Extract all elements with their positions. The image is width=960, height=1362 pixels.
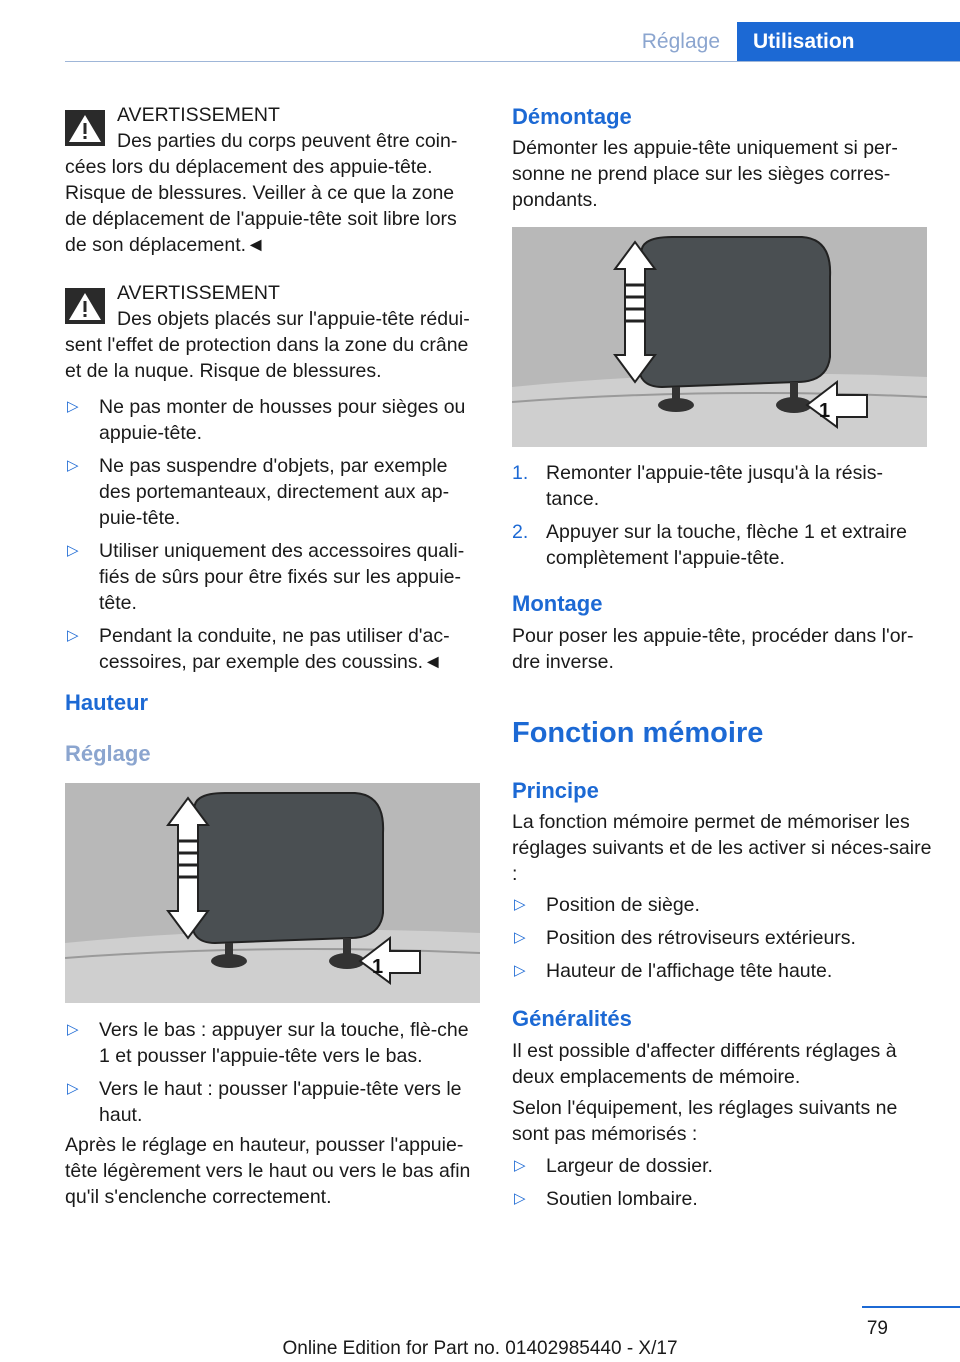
heading-generalites: Généralités (512, 1006, 632, 1031)
warning-title: AVERTISSEMENT (117, 104, 280, 126)
list-item: ▷ Vers le haut : pousser l'appuie-tête vers le haut. (67, 1078, 462, 1126)
warning-block-1 (65, 102, 480, 258)
tab-reglage[interactable] (622, 22, 738, 62)
list-item: ▷ Utiliser uniquement des accessoires quali-fiés de sûrs pour être fixés sur les appuie-tête. (67, 540, 465, 614)
page-number: 79 (866, 1318, 888, 1339)
triangle-bullet-icon: ▷ (67, 627, 79, 644)
triangle-bullet-icon: ▷ (514, 929, 526, 946)
warning-bullet-list (65, 394, 480, 682)
steps-list (512, 460, 932, 578)
generalites-bullet-list (512, 1153, 932, 1219)
list-item: ▷ Pendant la conduite, ne pas utiliser d'ac-cessoires, par exemple des coussins.◄ (67, 625, 450, 673)
tab-reglage-label: Réglage (641, 30, 720, 53)
montage-text: Pour poser les appuie-tête, procéder dans l'or-dre inverse. (512, 625, 914, 673)
warning-title: AVERTISSEMENT (117, 282, 280, 304)
headrest-removal-illustration (512, 227, 927, 447)
triangle-bullet-icon: ▷ (67, 1021, 79, 1038)
figure-label: 1 (819, 400, 831, 422)
triangle-bullet-icon: ▷ (67, 1080, 79, 1097)
generalites-text-2: Selon l'équipement, les réglages suivants ne sont pas mémorisés : (512, 1097, 898, 1145)
triangle-bullet-icon: ▷ (514, 1190, 526, 1207)
demontage-text: Démonter les appuie-tête uniquement si per-sonne ne prend place sur les sièges corres-pondants. (512, 137, 898, 211)
list-item: ▷ Soutien lombaire. (514, 1188, 698, 1210)
heading-fonction-memoire: Fonction mémoire (512, 717, 764, 749)
triangle-bullet-icon: ▷ (67, 542, 79, 559)
list-item: ▷ Ne pas monter de housses pour sièges ou appuie-tête. (67, 396, 466, 444)
tab-utilisation[interactable] (737, 22, 960, 62)
list-item: ▷ Hauteur de l'affichage tête haute. (514, 960, 833, 982)
triangle-bullet-icon: ▷ (514, 896, 526, 913)
principe-text: La fonction mémoire permet de mémoriser les réglages suivants et de les activer si néces-saire : (512, 811, 932, 885)
generalites-text-1: Il est possible d'affecter différents réglages à deux emplacements de mémoire. (512, 1040, 897, 1088)
adjust-bullet-list (65, 1017, 480, 1135)
heading-montage: Montage (512, 591, 603, 616)
header-divider (65, 61, 960, 62)
tab-utilisation-label: Utilisation (753, 30, 855, 53)
warning-text: Des objets placés sur l'appuie-tête rédui-sent l'effet de protection dans la zone du crâne et de la nuque. Risque de blessures. (65, 308, 470, 382)
principe-bullet-list (512, 892, 932, 991)
list-item: ▷ Position des rétroviseurs extérieurs. (514, 927, 856, 949)
warning-block-2 (65, 280, 480, 384)
triangle-bullet-icon: ▷ (67, 457, 79, 474)
warning-text: Des parties du corps peuvent être coin-cées lors du déplacement des appuie-tête. Risque de blessures. Veiller à ce que la zone de déplacement de l'appuie-tête soit libre lors de son déplacement.◄ (65, 130, 458, 256)
heading-demontage: Démontage (512, 104, 632, 129)
list-item: ▷ Largeur de dossier. (514, 1155, 713, 1177)
list-item: ▷ Vers le bas : appuyer sur la touche, flè-che 1 et pousser l'appuie-tête vers le bas. (67, 1019, 469, 1067)
heading-reglage: Réglage (65, 741, 151, 766)
list-item: ▷ Ne pas suspendre d'objets, par exemple des portemanteaux, directement aux ap-puie-tête. (67, 455, 450, 529)
warning-triangle-icon (65, 110, 105, 146)
heading-principe: Principe (512, 778, 599, 803)
footer-divider (862, 1306, 960, 1308)
list-item: 2. Appuyer sur la touche, flèche 1 et extraire complètement l'appuie-tête. (512, 521, 907, 569)
triangle-bullet-icon: ▷ (514, 962, 526, 979)
figure-label: 1 (372, 956, 384, 978)
footer-edition: Online Edition for Part no. 01402985440 - X/17 (282, 1338, 678, 1359)
after-adjust-text: Après le réglage en hauteur, pousser l'appuie-tête légèrement vers le haut ou vers le bas afin qu'il s'enclenche correctement. (65, 1134, 471, 1208)
list-item: ▷ Position de siège. (514, 894, 700, 916)
triangle-bullet-icon: ▷ (67, 398, 79, 415)
heading-hauteur: Hauteur (65, 690, 149, 715)
warning-triangle-icon (65, 288, 105, 324)
list-item: 1. Remonter l'appuie-tête jusqu'à la résis-tance. (512, 462, 883, 510)
triangle-bullet-icon: ▷ (514, 1157, 526, 1174)
headrest-illustration (65, 783, 480, 1003)
